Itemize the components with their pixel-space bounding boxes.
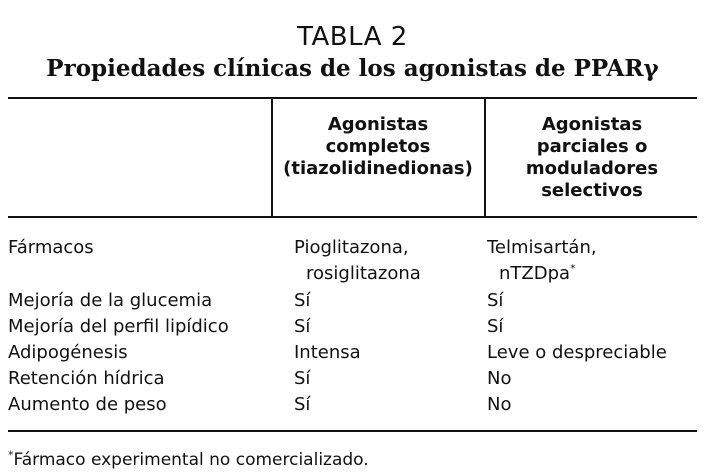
row-label-aumento-peso: Aumento de peso bbox=[8, 394, 167, 415]
cell-perfil-lipidico-full: Sí bbox=[294, 316, 311, 337]
column-header-line: selectivos bbox=[541, 180, 643, 201]
column-header-line: completos bbox=[325, 136, 431, 157]
column-header-line: Agonistas bbox=[541, 114, 643, 135]
header-divider-2 bbox=[484, 98, 486, 217]
cell-aumento-peso-full: Sí bbox=[294, 394, 311, 415]
row-label-adipogenesis: Adipogénesis bbox=[8, 342, 128, 363]
column-header-line: moduladores bbox=[525, 158, 659, 179]
cell-retencion-hidrica-partial: No bbox=[487, 368, 512, 389]
footnote-marker: * bbox=[570, 262, 576, 275]
cell-glucemia-full: Sí bbox=[294, 290, 311, 311]
cell-retencion-hidrica-full: Sí bbox=[294, 368, 311, 389]
header-bottom-rule bbox=[8, 216, 697, 218]
table-footnote bbox=[8, 449, 369, 471]
footnote-marker: * bbox=[8, 448, 14, 462]
drug-name: nTZDpa bbox=[499, 263, 571, 284]
column-header-partial-agonists bbox=[487, 114, 697, 202]
cell-farmacos-partial-cont bbox=[487, 261, 576, 287]
table-number: TABLA 2 bbox=[297, 22, 408, 52]
cell-farmacos-full: Pioglitazona, bbox=[294, 237, 409, 258]
top-rule bbox=[8, 97, 697, 99]
cell-aumento-peso-partial: No bbox=[487, 394, 512, 415]
column-header-line: Agonistas bbox=[327, 114, 429, 135]
header-divider-1 bbox=[271, 98, 273, 217]
row-label-perfil-lipidico: Mejoría del perfil lipídico bbox=[8, 316, 229, 337]
cell-adipogenesis-full: Intensa bbox=[294, 342, 361, 363]
row-label-retencion-hidrica: Retención hídrica bbox=[8, 368, 165, 389]
column-header-line: (tiazolidinedionas) bbox=[283, 158, 473, 179]
cell-perfil-lipidico-partial: Sí bbox=[487, 316, 504, 337]
cell-glucemia-partial: Sí bbox=[487, 290, 504, 311]
bottom-rule bbox=[8, 430, 697, 432]
row-label-glucemia: Mejoría de la glucemia bbox=[8, 290, 213, 311]
column-header-line: parciales o bbox=[536, 136, 648, 157]
cell-farmacos-full-cont: rosiglitazona bbox=[306, 263, 421, 284]
footnote-text: Fármaco experimental no comercializado. bbox=[13, 450, 369, 470]
cell-farmacos-partial: Telmisartán, bbox=[487, 237, 597, 258]
cell-adipogenesis-partial: Leve o despreciable bbox=[487, 342, 667, 363]
table-title: Propiedades clínicas de los agonistas de PPARγ bbox=[46, 55, 659, 82]
row-label-farmacos: Fármacos bbox=[8, 237, 94, 258]
column-header-full-agonists bbox=[274, 114, 482, 180]
